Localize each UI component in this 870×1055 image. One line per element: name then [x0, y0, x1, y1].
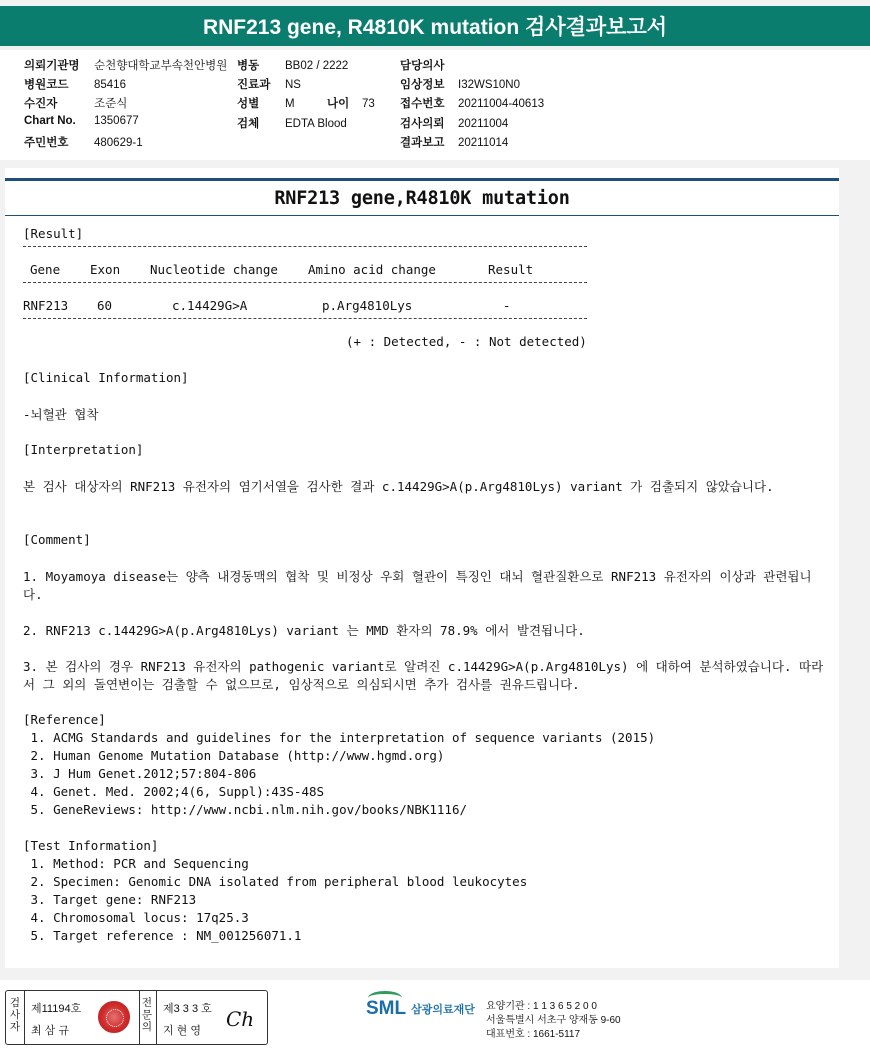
test-info-item: 4. Chromosomal locus: 17q25.3: [23, 910, 249, 925]
ward-label: 병동: [237, 60, 260, 72]
report-paper: [5, 168, 839, 968]
report-title: RNF213 gene, R4810K mutation 검사결과보고서: [202, 16, 668, 39]
cell-gene: RNF213: [23, 298, 69, 313]
interpretation-heading: [Interpretation]: [23, 442, 144, 457]
reference-item: 2. Human Genome Mutation Database (http://www.hgmd.org): [23, 748, 445, 763]
specialist-label: 전문의: [141, 997, 153, 1033]
institution-label: 의뢰기관명: [24, 60, 80, 72]
department-field: [237, 76, 301, 92]
care-institution-no: 요양기관 : 1 1 3 6 5 2 0 0: [486, 1001, 597, 1012]
specimen-value: EDTA Blood: [285, 118, 347, 130]
lab-address: 서울특별시 서초구 양재동 9-60: [486, 1015, 621, 1026]
resident-no-label: 주민번호: [24, 137, 69, 149]
interpretation-text: 본 검사 대상자의 RNF213 유전자의 염기서열을 검사한 결과 c.14429G>A(p.Arg4810Lys) variant 가 검출되지 않았습니다.: [23, 479, 774, 494]
table-top-divider: [23, 246, 587, 247]
reference-item: 1. ACMG Standards and guidelines for the interpretation of sequence variants (2015): [23, 730, 656, 745]
hospital-code-field: [24, 76, 126, 92]
report-paper-title: RNF213 gene,R4810K mutation: [274, 188, 570, 209]
logo-name: 삼광의료재단: [411, 1004, 475, 1016]
patient-header: [0, 50, 870, 160]
sml-logo-mark: [366, 998, 406, 1020]
specimen-field: [237, 115, 347, 131]
resident-no-value: 480629-1: [94, 137, 143, 149]
department-label: 진료과: [237, 79, 271, 91]
age-value: 73: [362, 98, 375, 110]
sex-label: 성별: [237, 98, 260, 110]
report-title-bar: [0, 6, 870, 46]
report-date-field: [400, 134, 508, 150]
clinical-info-value: I32WS10N0: [458, 79, 521, 91]
receipt-no-field: [400, 95, 544, 111]
report-date-label: 결과보고: [400, 137, 445, 149]
patient-value: 조준식: [94, 98, 128, 110]
institution-value: 순천향대학교부속천안병원: [94, 60, 228, 72]
clinical-heading: [Clinical Information]: [23, 370, 189, 385]
test-info-item: 3. Target gene: RNF213: [23, 892, 197, 907]
handwritten-signature: Ch: [226, 1007, 255, 1031]
col-amino-acid: Amino acid change: [308, 262, 436, 277]
request-date-label: 검사의뢰: [400, 118, 445, 130]
result-legend: (+ : Detected, - : Not detected): [346, 334, 587, 349]
chart-no-label: Chart No.: [24, 115, 76, 127]
reference-item: 4. Genet. Med. 2002;4(6, Suppl):43S-48S: [23, 784, 325, 799]
comment-item: 2. RNF213 c.14429G>A(p.Arg4810Lys) variant 는 MMD 환자의 78.9% 에서 발견됩니다.: [23, 623, 585, 638]
cell-exon: 60: [97, 298, 113, 313]
tester-name: 최 삼 규: [31, 1025, 69, 1037]
receipt-no-label: 접수번호: [400, 98, 445, 110]
hospital-code-value: 85416: [94, 79, 126, 91]
chart-no-field: [24, 115, 139, 127]
doctor-label: 담당의사: [400, 60, 445, 72]
comment-item: 1. Moyamoya disease는 양측 내경동맥의 협착 및 비정상 우회 혈관이 특징인 대뇌 혈관질환으로 RNF213 유전자의 이상과 관련됩니다.: [23, 569, 812, 602]
clinical-text: -뇌혈관 협착: [23, 407, 99, 422]
logo-mark-text: SML: [366, 998, 407, 1019]
report-date-value: 20211014: [458, 137, 509, 149]
reference-item: 3. J Hum Genet.2012;57:804-806: [23, 766, 257, 781]
report-footer: [0, 980, 870, 1055]
chart-no-value: 1350677: [94, 115, 139, 127]
comment-item: 3. 본 검사의 경우 RNF213 유전자의 pathogenic variant로 알려진 c.14429G>A(p.Arg4810Lys) 에 대하여 분석하였습니다. 따라서 그 외의 돌연변이는 검출할 수 없으므로, 임상적으로 의심되시면 추가 검사를 권유드립니다.: [23, 659, 824, 692]
seal-stamp: [98, 1001, 130, 1033]
reference-heading: [Reference]: [23, 712, 106, 727]
receipt-no-value: 20211004-40613: [458, 98, 545, 110]
clinical-info-field: [400, 76, 520, 92]
col-nucleotide: Nucleotide change: [150, 262, 278, 277]
sml-logo: [366, 998, 475, 1020]
request-date-value: 20211004: [458, 118, 509, 130]
table-header-divider: [23, 282, 587, 283]
resident-no-field: [24, 134, 143, 150]
col-exon: Exon: [90, 262, 121, 277]
department-value: NS: [285, 79, 301, 91]
test-info-item: 5. Target reference : NM_001256071.1: [23, 928, 302, 943]
specialist-name: 지 현 영: [163, 1025, 201, 1037]
institution-field: [24, 57, 227, 73]
sig-divider: [156, 991, 157, 1044]
request-date-field: [400, 115, 508, 131]
sex-field: [237, 95, 375, 111]
table-bottom-divider: [23, 318, 587, 319]
comment-heading: [Comment]: [23, 532, 91, 547]
doctor-field: [400, 57, 458, 73]
tester-license: 제11194호: [31, 1003, 82, 1015]
col-result: Result: [488, 262, 534, 277]
top-rule: [5, 178, 839, 181]
result-heading: [Result]: [23, 226, 84, 241]
reference-item: 5. GeneReviews: http://www.ncbi.nlm.nih.gov/books/NBK1116/: [23, 802, 468, 817]
sex-value: M: [285, 98, 295, 110]
ward-value: BB02 / 2222: [285, 60, 349, 72]
cell-amino-acid: p.Arg4810Lys: [322, 298, 413, 313]
tester-label: 검사자: [9, 997, 21, 1033]
ward-field: [237, 57, 348, 73]
specialist-license: 제3 3 3 호: [163, 1003, 212, 1015]
sig-divider: [24, 991, 25, 1044]
hospital-code-label: 병원코드: [24, 79, 69, 91]
signature-box: [5, 990, 268, 1045]
col-gene: Gene: [30, 262, 61, 277]
lab-phone: 대표번호 : 1661-5117: [486, 1029, 581, 1040]
cell-result: -: [503, 298, 511, 313]
specimen-label: 검체: [237, 118, 260, 130]
logo-arc-icon: [368, 991, 402, 1005]
title-rule: [5, 215, 839, 216]
patient-field: [24, 95, 127, 111]
age-label: 나이: [327, 98, 350, 110]
patient-label: 수진자: [24, 98, 58, 110]
cell-nucleotide: c.14429G>A: [172, 298, 248, 313]
clinical-info-label: 임상정보: [400, 79, 445, 91]
test-info-heading: [Test Information]: [23, 838, 159, 853]
test-info-item: 2. Specimen: Genomic DNA isolated from peripheral blood leukocytes: [23, 874, 528, 889]
test-info-item: 1. Method: PCR and Sequencing: [23, 856, 249, 871]
